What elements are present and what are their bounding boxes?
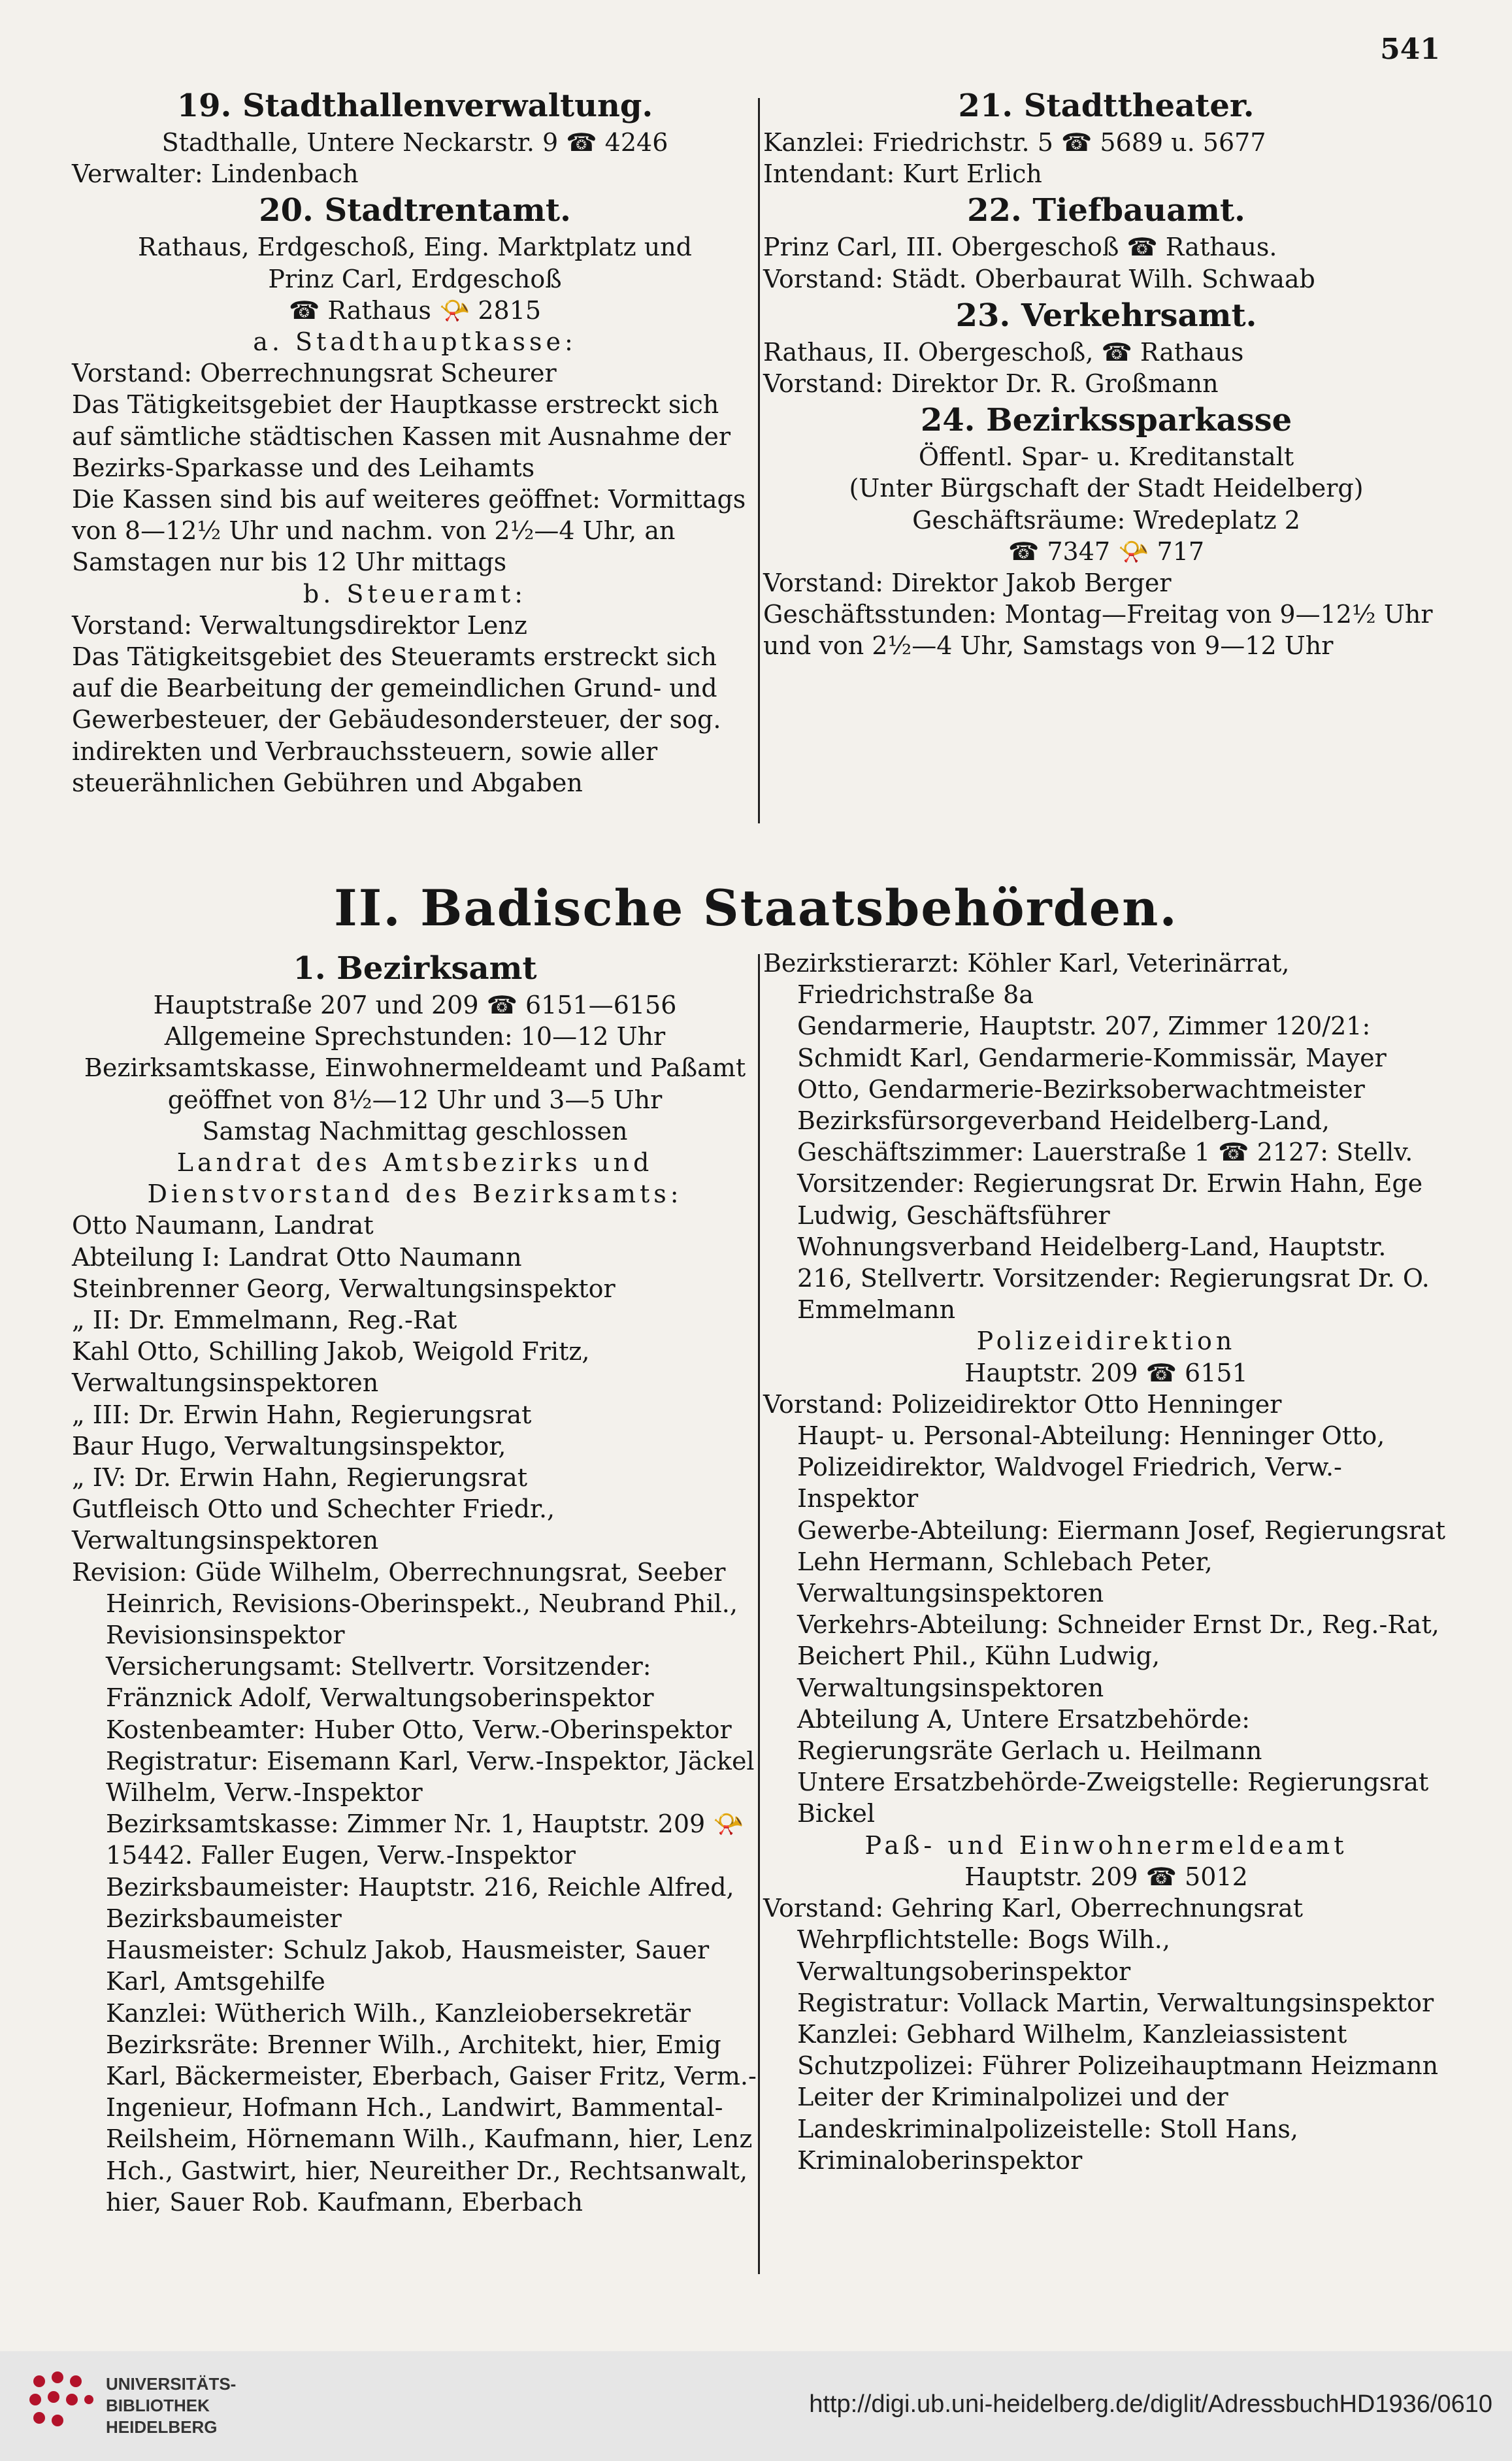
section-heading: 21. Stadttheater. (958, 88, 1255, 124)
sub-heading: Polizeidirektion (976, 1327, 1236, 1356)
text-block: Öffentl. Spar- u. Kreditanstalt (Unter Bürgschaft der Stadt Heidelberg) Geschäftsräume: Wredeplatz 2 ☎ 7347 📯 717 (849, 442, 1364, 566)
sub-heading: b. Steueramt: (303, 579, 527, 608)
text-block: Prinz Carl, III. Obergeschoß ☎ Rathaus. Vorstand: Städt. Oberbaurat Wilh. Schwaab (763, 233, 1315, 293)
sub-heading: Landrat des Amtsbezirks und Dienstvorstand des Bezirksamts: (147, 1148, 683, 1209)
top-left-column (72, 85, 758, 799)
text-block: Hauptstraße 207 und 209 ☎ 6151—6156 Allgemeine Sprechstunden: 10—12 Uhr Bezirksamtskasse, Einwohnermeldeamt und Paßamt geöffnet von 8½—12 Uhr und 3—5 Uhr Samstag Nachmittag geschlossen (84, 991, 746, 1146)
section-heading: 1. Bezirksamt (293, 950, 537, 987)
section-heading: 19. Stadthallenverwaltung. (176, 88, 653, 124)
section-heading: 20. Stadtrentamt. (259, 192, 571, 229)
source-url[interactable]: http://digi.ub.uni-heidelberg.de/diglit/AdressbuchHD1936/0610 (809, 2390, 1492, 2418)
text-block: Vorstand: Polizeidirektor Otto Henninger Haupt- u. Personal-Abteilung: Henninger Otto, Polizeidirektor, Waldvogel Friedrich, Verw.-Inspektor Gewerbe-Abteilung: Eiermann Josef, Regierungsrat Lehn Hermann, Schlebach Peter, Verwaltungsinspektoren Verkehrs-Abteilung: Schneider Ernst Dr., Reg.-Rat, Beichert Phil., Kühn Ludwig, Verwaltungsinspektoren Abteilung A, Untere Ersatzbehörde: Regierungsräte Gerlach u. Heilmann Untere Ersatzbehörde-Zweigstelle: Regierungsrat Bickel (763, 1389, 1445, 1828)
sub-heading: Paß- und Einwohnermeldeamt (864, 1830, 1348, 1860)
text-block: Bezirkstierarzt: Köhler Karl, Veterinärrat, Friedrichstraße 8a Gendarmerie, Hauptstr. 207, Zimmer 120/21: Schmidt Karl, Gendarmerie-Kommissär, Mayer Otto, Gendarmerie-Bezirksoberwachtmeister Bezirksfürsorgeverband Heidelberg-Land, Geschäftszimmer: Lauerstraße 1 ☎ 2127: Stellv. Vorsitzender: Regierungsrat Dr. Erwin Hahn, Ege Ludwig, Geschäftsführer Wohnungsverband Heidelberg-Land, Hauptstr. 216, Stellvertr. Vorsitzender: Regierungsrat Dr. O. Emmelmann (763, 949, 1430, 1325)
section-title: II. Badische Staatsbehörden. (334, 879, 1178, 937)
text-block: Hauptstr. 209 ☎ 5012 (964, 1862, 1248, 1891)
text-block: Vorstand: Direktor Jakob Berger Geschäftsstunden: Montag—Freitag von 9—12½ Uhr und von 2½—4 Uhr, Samstags von 9—12 Uhr (763, 569, 1433, 661)
column-divider-top (758, 98, 760, 823)
text-block: Otto Naumann, Landrat Abteilung I: Landrat Otto Naumann Steinbrenner Georg, Verwaltungsinspektor „ II: Dr. Emmelmann, Reg.-Rat Kahl Otto, Schilling Jakob, Weigold Fritz, Verwaltungsinspektoren „ III: Dr. Erwin Hahn, Regierungsrat Baur Hugo, Verwaltungsinspektor, „ IV: Dr. Erwin Hahn, Regierungsrat Gutfleisch Otto und Schechter Friedr., Verwaltungsinspektoren (72, 1211, 616, 1555)
sub-heading: a. Stadthauptkasse: (253, 327, 577, 357)
library-name: UNIVERSITÄTS- BIBLIOTHEK HEIDELBERG (106, 2374, 237, 2437)
text-block: Hauptstr. 209 ☎ 6151 (964, 1358, 1248, 1387)
text-block: Vorstand: Verwaltungsdirektor Lenz Das Tätigkeitsgebiet des Steueramts erstreckt sich auf die Bearbeitung der gemeindlichen Grund- und Gewerbesteuer, der Gebäudesondersteuer, der sog. indirekten und Verbrauchssteuern, sowie aller steuerähnlichen Gebühren und Abgaben (72, 610, 721, 797)
text-block: Verwalter: Lindenbach (72, 159, 359, 189)
text-block: Kanzlei: Friedrichstr. 5 ☎ 5689 u. 5677 Intendant: Kurt Erlich (763, 128, 1266, 189)
section-heading: 23. Verkehrsamt. (955, 297, 1257, 334)
footer-bar (0, 2351, 1512, 2461)
text-block: Stadthalle, Untere Neckarstr. 9 ☎ 4246 (161, 128, 668, 157)
page-number: 541 (1380, 33, 1440, 66)
text-block: Vorstand: Oberrechnungsrat Scheurer Das Tätigkeitsgebiet der Hauptkasse erstreckt sich auf sämtliche städtischen Kassen mit Ausnahme der Bezirks-Sparkasse und des Leihamts Die Kassen sind bis auf weiteres geöffnet: Vormittags von 8—12½ Uhr und nachm. von 2½—4 Uhr, an Samstagen nur bis 12 Uhr mittags (72, 359, 746, 577)
column-divider-bottom (758, 954, 760, 2274)
section-heading: 22. Tiefbauamt. (967, 192, 1245, 229)
top-right-column (763, 85, 1449, 662)
text-block: Rathaus, Erdgeschoß, Eing. Marktplatz und Prinz Carl, Erdgeschoß ☎ Rathaus 📯 2815 (137, 233, 693, 325)
library-logo-icon (26, 2368, 98, 2440)
text-block: Vorstand: Gehring Karl, Oberrechnungsrat Wehrpflichtstelle: Bogs Wilh., Verwaltungsoberinspektor Registratur: Vollack Martin, Verwaltungsinspektor Kanzlei: Gebhard Wilhelm, Kanzleiassistent Schutzpolizei: Führer Polizeihauptmann Heizmann Leiter der Kriminalpolizei und der Landeskriminalpolizeistelle: Stoll Hans, Kriminaloberinspektor (763, 1894, 1439, 2175)
text-block: Rathaus, II. Obergeschoß, ☎ Rathaus Vorstand: Direktor Dr. R. Großmann (763, 337, 1244, 399)
bottom-left-column (72, 948, 758, 2218)
section-heading: 24. Bezirkssparkasse (920, 402, 1292, 439)
bottom-right-column (763, 948, 1449, 2176)
text-block: Revision: Güde Wilhelm, Oberrechnungsrat, Seeber Heinrich, Revisions-Oberinspekt., Neubrand Phil., Revisionsinspektor Versicherungsamt: Stellvertr. Vorsitzender: Fränznick Adolf, Verwaltungsoberinspektor Kostenbeamter: Huber Otto, Verw.-Oberinspektor Registratur: Eisemann Karl, Verw.-Inspektor, Jäckel Wilhelm, Verw.-Inspektor Bezirksamtskasse: Zimmer Nr. 1, Hauptstr. 209 📯 15442. Faller Eugen, Verw.-Inspektor Bezirksbaumeister: Hauptstr. 216, Reichle Alfred, Bezirksbaumeister Hausmeister: Schulz Jakob, Hausmeister, Sauer Karl, Amtsgehilfe Kanzlei: Wütherich Wilh., Kanzleiobersekretär Bezirksräte: Brenner Wilh., Architekt, hier, Emig Karl, Bäckermeister, Eberbach, Gaiser Fritz, Verm.-Ingenieur, Hofmann Hch., Landwirt, Bammental-Reilsheim, Hörnemann Wilh., Kaufmann, hier, Lenz Hch., Gastwirt, hier, Neureither Dr., Rechtsanwalt, hier, Sauer Rob. Kaufmann, Eberbach (72, 1557, 757, 2217)
